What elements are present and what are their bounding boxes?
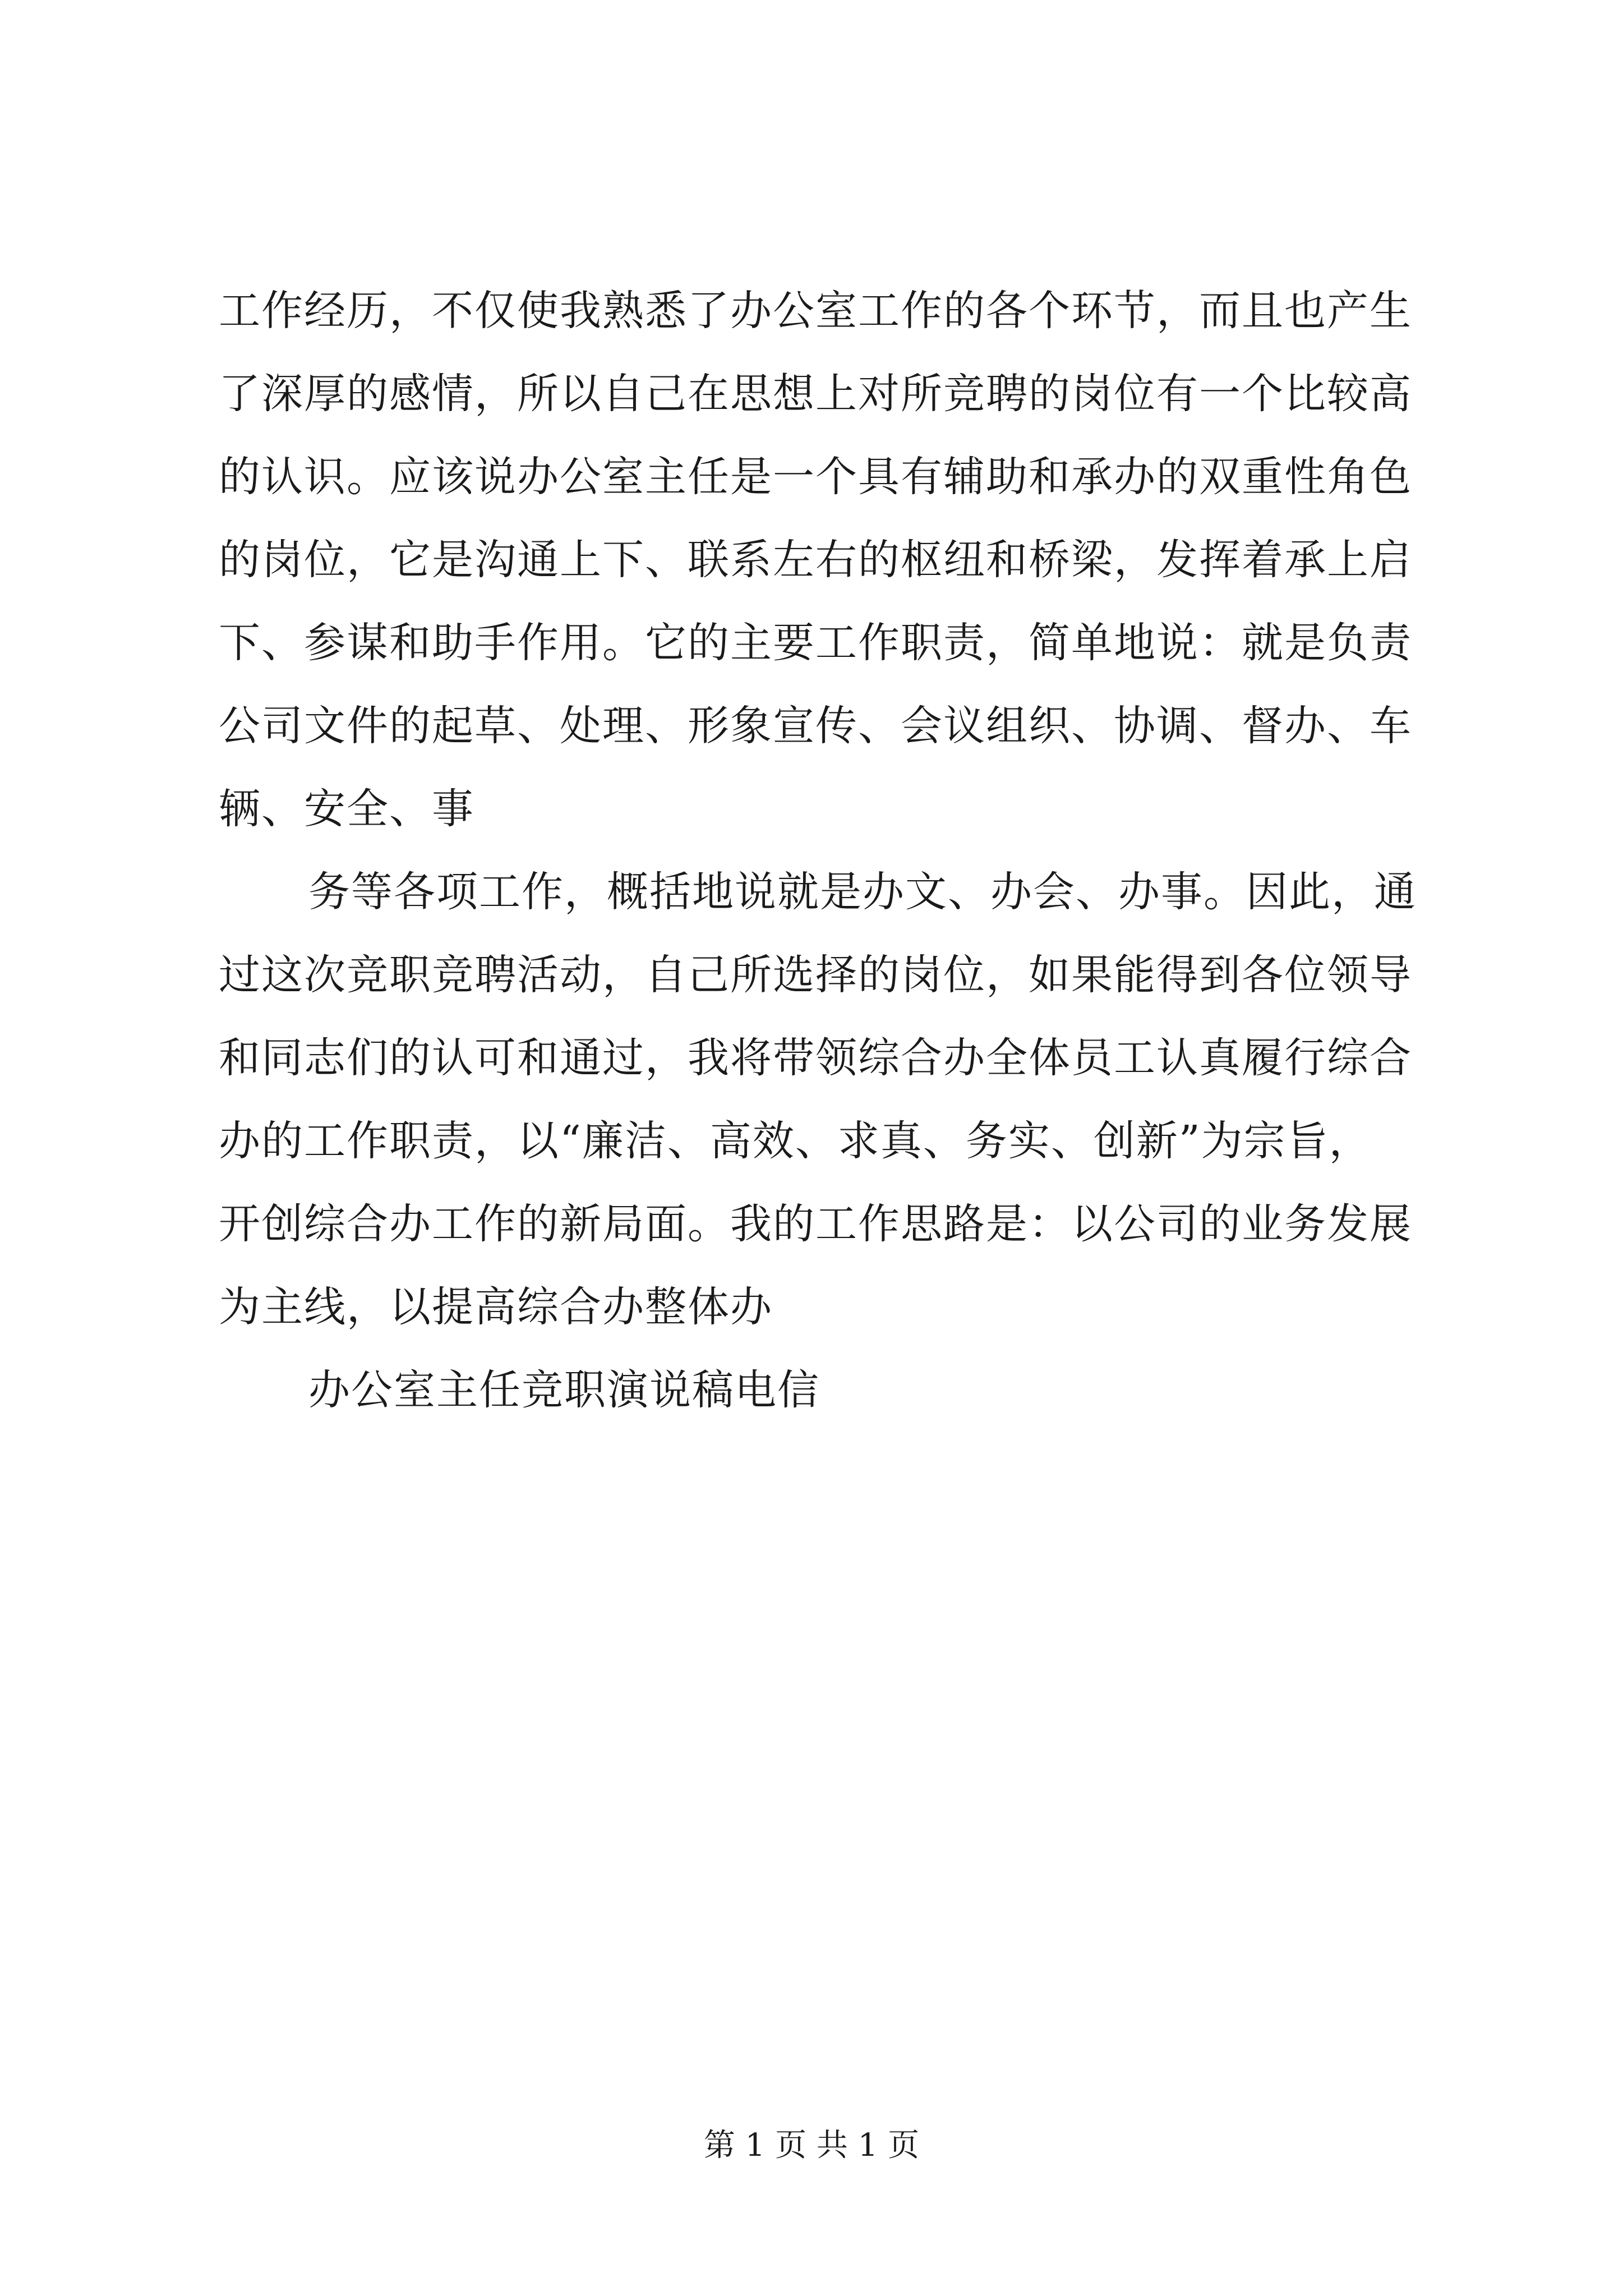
text-line: 办的工作职责，以“廉洁、高效、求真、务实、创新”为宗旨， [219, 1117, 1372, 1165]
text-line: 开创综合办工作的新局面。我的工作思路是：以公司的业务发展 [219, 1200, 1412, 1248]
text-line: 工作经历，不仅使我熟悉了办公室工作的各个环节，而且也产生 [219, 287, 1412, 335]
text-line: 过这次竞职竞聘活动，自己所选择的岗位，如果能得到各位领导 [219, 951, 1412, 999]
text-line: 为主线，以提高综合办整体办 [219, 1283, 773, 1331]
text-line: 和同志们的认可和通过，我将带领综合办全体员工认真履行综合 [219, 1034, 1412, 1082]
text-line: 了深厚的感情，所以自己在思想上对所竞聘的岗位有一个比较高 [219, 370, 1412, 418]
text-line: 辆、安全、事 [219, 785, 474, 833]
text-line: 的认识。应该说办公室主任是一个具有辅助和承办的双重性角色 [219, 453, 1412, 501]
text-line: 公司文件的起草、处理、形象宣传、会议组织、协调、督办、车 [219, 702, 1412, 750]
document-body [219, 269, 1441, 1432]
document-title-line: 办公室主任竞职演说稿电信 [308, 1366, 820, 1414]
text-line: 的岗位，它是沟通上下、联系左右的枢纽和桥梁，发挥着承上启 [219, 536, 1412, 584]
text-line: 下、参谋和助手作用。它的主要工作职责，简单地说：就是负责 [219, 619, 1412, 667]
page-number-footer: 第 1 页 共 1 页 [703, 2127, 920, 2164]
text-line-paragraph-start: 务等各项工作，概括地说就是办文、办会、办事。因此，通 [308, 868, 1417, 916]
